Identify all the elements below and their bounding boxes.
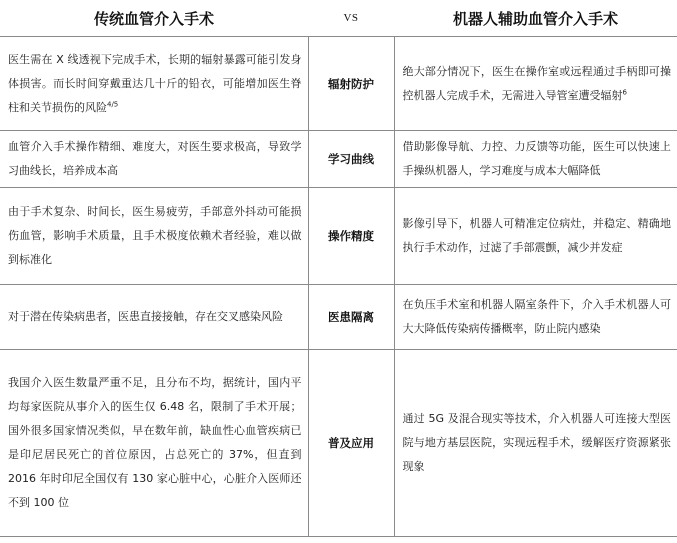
- reference-superscript: 6: [622, 87, 627, 96]
- category-label: 操作精度: [308, 188, 394, 285]
- traditional-cell: 由于手术复杂、时间长，医生易疲劳，手部意外抖动可能损伤血管，影响手术质量，且手术极度依赖术者经验，难以做到标准化: [0, 188, 308, 285]
- table-row: [0, 188, 677, 285]
- robotic-cell: 通过 5G 及混合现实等技术，介入机器人可连接大型医院与地方基层医院，实现远程手术，缓解医疗资源紧张现象: [394, 350, 677, 537]
- traditional-cell: [0, 37, 308, 131]
- traditional-cell: 对于潜在传染病患者，医患直接接触，存在交叉感染风险: [0, 285, 308, 350]
- table-header: [0, 0, 677, 37]
- traditional-cell: 我国介入医生数量严重不足，且分布不均，据统计，国内平均每家医院从事介入的医生仅 6.48 名，限制了手术开展；国外很多国家情况类似，早在数年前，缺血性心血管疾病已是印尼居民死亡的首位原因，占总死亡的 37%，但直到 2016 年时印尼全国仅有 130 家心脏中心，心脏介入医师还不到 100 位: [0, 350, 308, 537]
- traditional-text: 医生需在 X 线透视下完成手术，长期的辐射暴露可能引发身体损害。而长时间穿戴重达几十斤的铅衣，可能增加医生脊柱和关节损伤的风险: [8, 52, 302, 114]
- table-body: [0, 37, 677, 537]
- table-row: [0, 131, 677, 188]
- robotic-text: 绝大部分情况下，医生在操作室或远程通过手柄即可操控机器人完成手术，无需进入导管室遭受辐射: [402, 64, 671, 102]
- table-row: [0, 350, 677, 537]
- robotic-cell: [394, 37, 677, 131]
- category-label: 辐射防护: [308, 37, 394, 131]
- robotic-cell: 在负压手术室和机器人隔室条件下，介入手术机器人可大大降低传染病传播概率，防止院内感染: [394, 285, 677, 350]
- robotic-surgery-heading: 机器人辅助血管介入手术: [452, 9, 618, 28]
- traditional-surgery-heading: 传统血管介入手术: [93, 9, 214, 28]
- table-row: [0, 285, 677, 350]
- traditional-cell: 血管介入手术操作精细、难度大，对医生要求极高，导致学习曲线长，培养成本高: [0, 131, 308, 188]
- category-label: 学习曲线: [308, 131, 394, 188]
- reference-superscript: 4/5: [107, 99, 119, 108]
- category-label: 普及应用: [308, 350, 394, 537]
- robotic-cell: 影像引导下，机器人可精准定位病灶，并稳定、精确地执行手术动作，过滤了手部震颤，减少并发症: [394, 188, 677, 285]
- versus-label: VS: [343, 12, 359, 24]
- robotic-cell: 借助影像导航、力控、力反馈等功能，医生可以快速上手操纵机器人，学习难度与成本大幅降低: [394, 131, 677, 188]
- category-label: 医患隔离: [308, 285, 394, 350]
- table-row: [0, 37, 677, 131]
